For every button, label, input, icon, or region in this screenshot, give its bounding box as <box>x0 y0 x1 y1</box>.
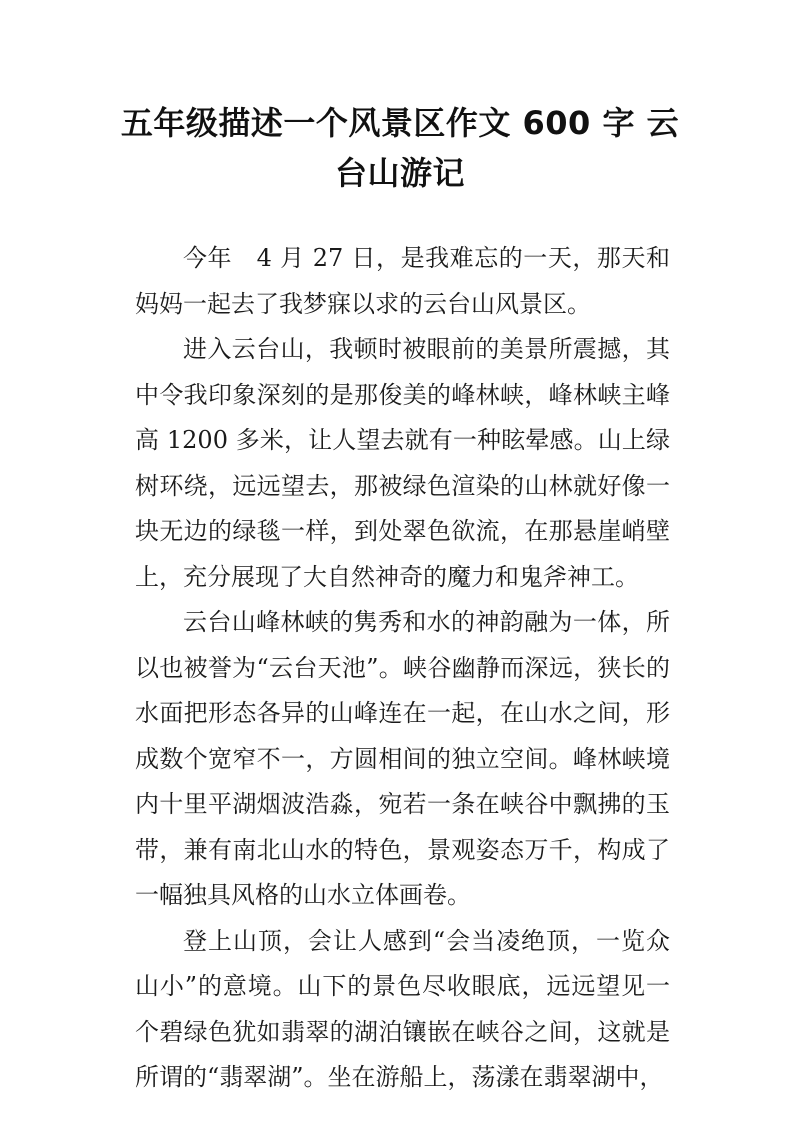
paragraph-4: 登上山顶，会让人感到“会当凌绝顶，一览众山小”的意境。山下的景色尽收眼底，远远望见一个碧绿色犹如翡翠的湖泊镶嵌在峡谷之间，这就是所谓的“翡翠湖”。坐在游船上，荡漾在翡翠湖中， <box>135 926 670 1091</box>
document-title: 五年级描述一个风景区作文 600 字 云台山游记 <box>120 104 680 192</box>
document-body <box>135 236 670 1101</box>
paragraph-3: 云台山峰林峡的隽秀和水的神韵融为一体，所以也被誉为“云台天池”。峡谷幽静而深远，狭长的水面把形态各异的山峰连在一起，在山水之间，形成数个宽窄不一，方圆相间的独立空间。峰林峡境内十里平湖烟波浩淼，宛若一条在峡谷中飘拂的玉带，兼有南北山水的特色，景观姿态万千，构成了一幅独具风格的山水立体画卷。 <box>135 608 670 909</box>
paragraph-1: 今年 4 月 27 日，是我难忘的一天，那天和妈妈一起去了我梦寐以求的云台山风景区。 <box>135 244 670 318</box>
paragraph-2: 进入云台山，我顿时被眼前的美景所震撼，其中令我印象深刻的是那俊美的峰林峡，峰林峡主峰高 1200 多米，让人望去就有一种眩晕感。山上绿树环绕，远远望去，那被绿色渲染的山林就好像一块无边的绿毯一样，到处翠色欲流，在那悬崖峭壁上，充分展现了大自然神奇的魔力和鬼斧神工。 <box>135 335 670 591</box>
